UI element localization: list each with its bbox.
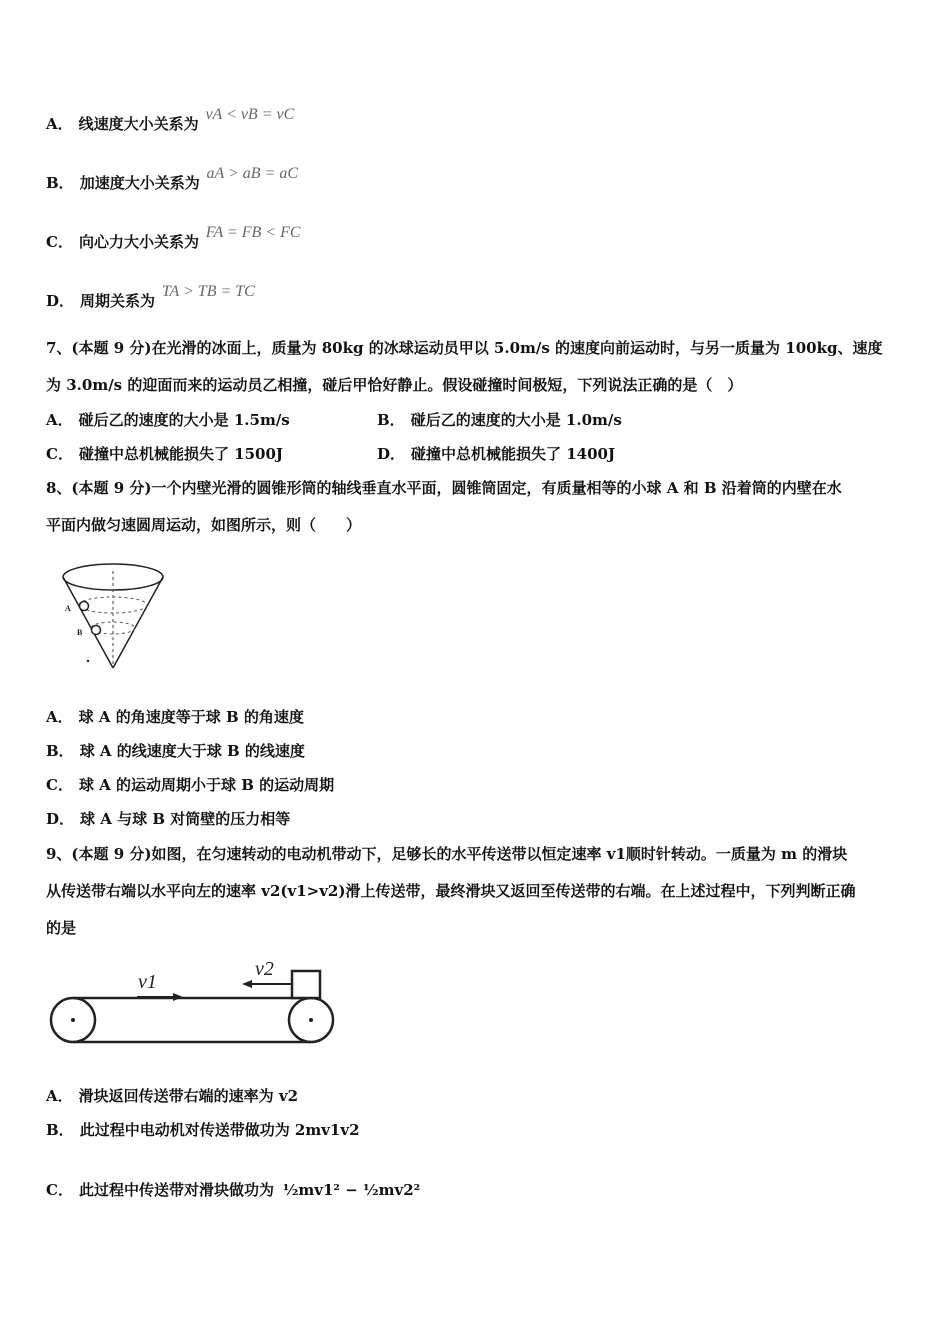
left-pulley-center: [71, 1018, 75, 1022]
ball-a: [80, 602, 89, 611]
q6-formula-d: TA > TB = TC: [161, 283, 255, 300]
q6-formula-a: vA < vB = vC: [205, 106, 295, 123]
q7-option-a: A． 碰后乙的速度的大小是 1.5m/s: [46, 411, 290, 429]
q6-option-c: C． 向心力大小关系为 FA = FB < FC: [46, 224, 301, 251]
q9-option-a: A． 滑块返回传送带右端的速率为 v2: [46, 1087, 299, 1105]
q7-option-d: D． 碰撞中总机械能损失了 1400J: [377, 445, 616, 463]
q7-option-b: B． 碰后乙的速度的大小是 1.0m/s: [377, 411, 622, 429]
conveyor-figure: [45, 955, 340, 1050]
q7-stem-line2: 为 3.0m/s 的迎面而来的运动员乙相撞，碰后甲恰好静止。假设碰撞时间极短，下列说法正确的是（ ）: [46, 376, 743, 394]
q6-option-d: D． 周期关系为 TA > TB = TC: [46, 283, 255, 310]
q7-stem-line1: 7、(本题 9 分)在光滑的冰面上，质量为 80kg 的冰球运动员甲以 5.0m/s 的速度向前运动时，与另一质量为 100kg、速度: [46, 339, 883, 357]
q8-stem-line2: 平面内做匀速圆周运动，如图所示，则（ ）: [46, 516, 362, 534]
label-b: B: [77, 628, 83, 637]
slider-block: [292, 971, 320, 998]
q9-stem-line3: 的是: [46, 919, 77, 937]
orbit-a: [79, 597, 147, 613]
q9-formula-c: ½mv1² − ½mv2²: [282, 1181, 421, 1199]
dot-mark: [87, 660, 89, 662]
q8-option-a: A． 球 A 的角速度等于球 B 的角速度: [46, 708, 304, 726]
q9-stem-line1: 9、(本题 9 分)如图，在匀速转动的电动机带动下，足够长的水平传送带以恒定速率 v1顺时针转动。一质量为 m 的滑块: [46, 845, 848, 863]
q8-option-d: D． 球 A 与球 B 对筒壁的压力相等: [46, 810, 291, 828]
v2-label: v2: [255, 958, 274, 980]
label-a: A: [65, 604, 71, 613]
q6-formula-c: FA = FB < FC: [205, 224, 301, 241]
q9-option-c: C． 此过程中传送带对滑块做功为 ½mv1² − ½mv2²: [46, 1181, 421, 1199]
q6-formula-b: aA > aB = aC: [206, 165, 299, 182]
cone-figure: [50, 555, 200, 680]
right-pulley-center: [309, 1018, 313, 1022]
q8-stem-line1: 8、(本题 9 分)一个内壁光滑的圆锥形筒的轴线垂直水平面，圆锥筒固定，有质量相等的小球 A 和 B 沿着筒的内壁在水: [46, 479, 842, 497]
q6-option-b: B． 加速度大小关系为 aA > aB = aC: [46, 165, 299, 192]
v1-arrow-head: [173, 993, 183, 1001]
q7-option-c: C． 碰撞中总机械能损失了 1500J: [46, 445, 284, 463]
q9-option-b: B． 此过程中电动机对传送带做功为 2mv1v2: [46, 1121, 360, 1139]
q8-option-c: C． 球 A 的运动周期小于球 B 的运动周期: [46, 776, 335, 794]
q6-option-a: A． 线速度大小关系为 vA < vB = vC: [46, 106, 295, 133]
q8-option-b: B． 球 A 的线速度大于球 B 的线速度: [46, 742, 305, 760]
q9-stem-line2: 从传送带右端以水平向左的速率 v2(v1>v2)滑上传送带，最终滑块又返回至传送带的右端。在上述过程中，下列判断正确: [46, 882, 856, 900]
v2-arrow-head: [242, 980, 252, 988]
v1-label: v1: [138, 971, 157, 993]
cone-left-wall: [63, 577, 113, 668]
ball-b: [92, 626, 101, 635]
